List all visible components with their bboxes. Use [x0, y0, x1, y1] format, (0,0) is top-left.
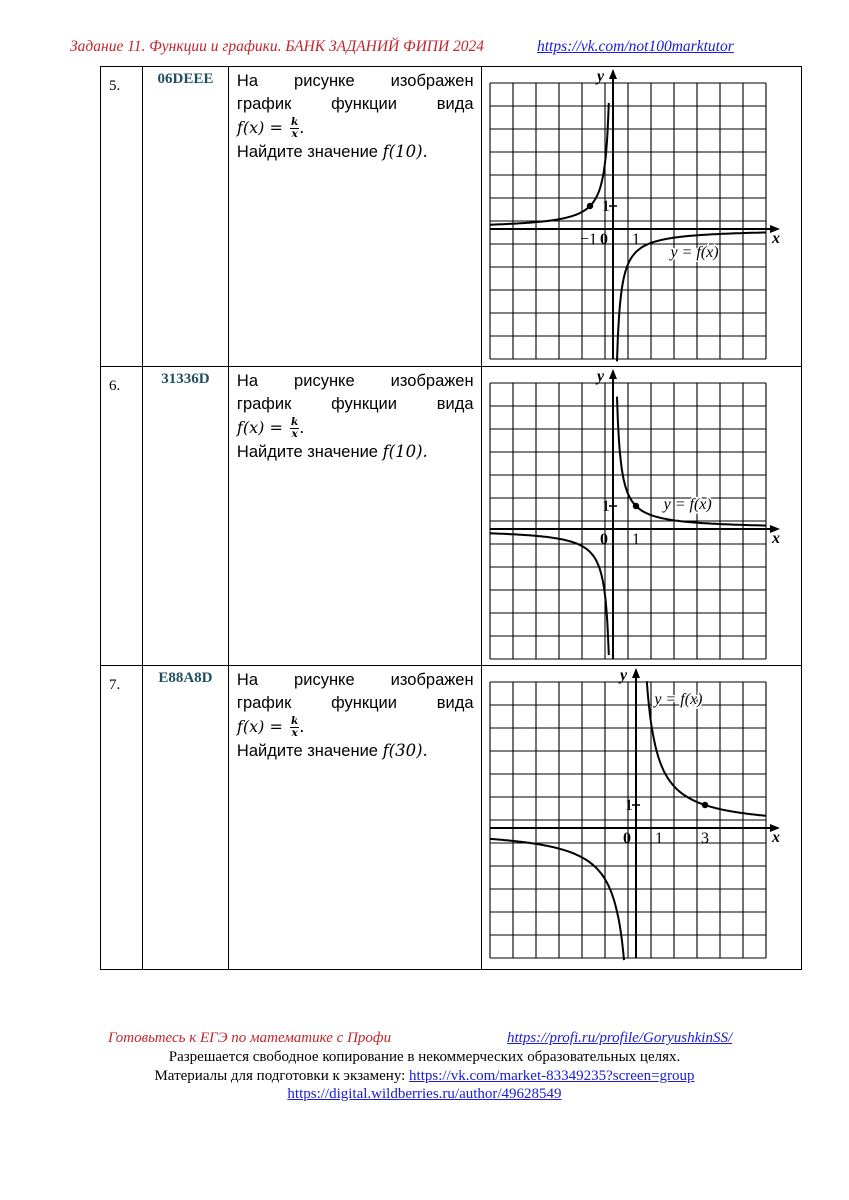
grid [490, 83, 766, 359]
task-row [101, 67, 802, 367]
y-axis-label: y [619, 667, 627, 684]
grid [490, 682, 766, 958]
footer-line [0, 1030, 849, 1050]
curve-label: y = f(x) [663, 496, 712, 513]
y-tick-label: 1 [624, 797, 633, 814]
task-number: 7. [109, 677, 121, 693]
y-tick-label: 1 [601, 198, 610, 215]
task-question: Найдите значение f(10). [236, 142, 428, 161]
grid [490, 383, 766, 659]
marked-point [632, 503, 638, 509]
function-graph [482, 67, 779, 366]
y-tick-label: 1 [601, 498, 610, 515]
task-text-line: На рисунке изображен [236, 671, 474, 689]
y-axis-label: y [596, 368, 604, 385]
y-axis-arrow [609, 369, 617, 379]
x-tick-label: 1 [654, 830, 663, 847]
x-tick-label: 3 [700, 830, 709, 847]
page-header [70, 38, 750, 58]
footer-wb [0, 1086, 849, 1103]
task-question: Найдите значение f(10). [236, 442, 428, 461]
x-tick-label: −1 [579, 231, 597, 248]
task-text-line: На рисунке изображен [236, 372, 474, 390]
task-question: Найдите значение f(30). [236, 741, 428, 760]
task-row [101, 666, 802, 970]
function-graph [482, 367, 779, 665]
task-formula: f(x) = $\frac{k}{x}$ . [236, 715, 305, 739]
origin-label: 0 [599, 531, 608, 548]
footer-wb-link[interactable]: https://digital.wildberries.ru/author/49628549 [287, 1086, 562, 1102]
footer-market-link[interactable]: https://vk.com/market-83349235?screen=group [409, 1068, 695, 1084]
footer-materials: Материалы для подготовки к экзамену: https://vk.com/market-83349235?screen=group [154, 1068, 695, 1084]
curve-label: y = f(x) [670, 244, 719, 261]
curve-label: y = f(x) [653, 691, 703, 708]
task-number: 5. [109, 78, 121, 94]
curve-branch-left [490, 533, 609, 655]
x-tick-label: 1 [631, 231, 640, 248]
task-text-line: график функции вида [236, 95, 474, 113]
task-number: 6. [109, 378, 121, 394]
x-axis-label: x [771, 230, 780, 247]
marked-point [701, 802, 707, 808]
task-formula: f(x) = $\frac{k}{x}$ . [236, 116, 305, 140]
task-code: 06DEEE [157, 71, 214, 87]
footer-ad: Готовьтесь к ЕГЭ по математике с Профи [108, 1030, 392, 1046]
x-axis-label: x [771, 530, 780, 547]
function-graph [482, 666, 779, 969]
y-axis-arrow [632, 668, 640, 678]
task-code: E88A8D [158, 670, 213, 686]
header-link[interactable]: https://vk.com/not100marktutor [537, 38, 734, 55]
footer-copyright: Разрешается свободное копирование в некоммерческих образовательных целях. [168, 1049, 681, 1065]
task-formula: f(x) = $\frac{k}{x}$ . [236, 416, 305, 440]
y-axis-arrow [609, 69, 617, 79]
origin-label: 0 [599, 231, 608, 248]
task-code: 31336D [161, 371, 210, 387]
task-row [101, 367, 802, 666]
task-text-line: график функции вида [236, 694, 474, 712]
x-axis-label: x [771, 829, 780, 846]
task-text-line: график функции вида [236, 395, 474, 413]
y-axis-label: y [596, 68, 604, 85]
x-tick-label: 1 [631, 531, 640, 548]
origin-label: 0 [622, 830, 631, 847]
task-text-line: На рисунке изображен [236, 72, 474, 90]
tasks-table [100, 66, 802, 970]
curve-branch-left [490, 839, 624, 960]
header-title: Задание 11. Функции и графики. БАНК ЗАДАНИЙ ФИПИ 2024 [70, 38, 485, 55]
marked-point [586, 203, 592, 209]
footer-profile-link[interactable]: https://profi.ru/profile/GoryushkinSS/ [507, 1030, 733, 1046]
